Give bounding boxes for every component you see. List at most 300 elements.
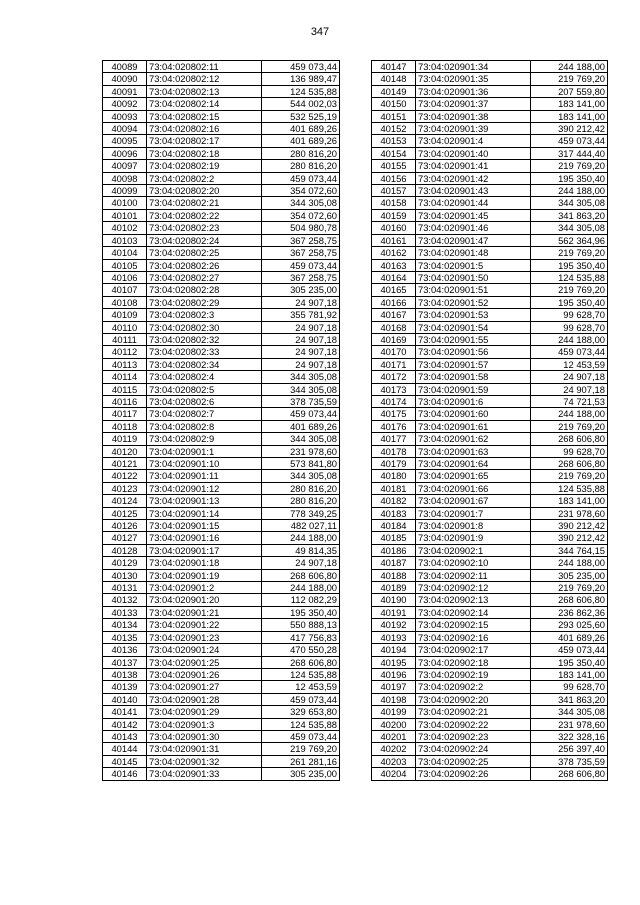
table-row bbox=[372, 197, 608, 209]
cadastral-number-cell: 73:04:020901:53 bbox=[416, 309, 531, 321]
table-row bbox=[372, 85, 608, 97]
table-row bbox=[103, 594, 340, 606]
table-row bbox=[372, 160, 608, 172]
cadastral-value-cell: 344 305,08 bbox=[262, 433, 340, 445]
row-number-cell: 40121 bbox=[103, 458, 147, 470]
cadastral-value-cell: 367 258,75 bbox=[262, 247, 340, 259]
cadastral-value-cell: 24 907,18 bbox=[262, 321, 340, 333]
cadastral-number-cell: 73:04:020901:45 bbox=[416, 209, 531, 221]
row-number-cell: 40144 bbox=[103, 743, 147, 755]
cadastral-number-cell: 73:04:020901:1 bbox=[147, 445, 262, 457]
cadastral-number-cell: 73:04:020901:38 bbox=[416, 110, 531, 122]
row-number-cell: 40165 bbox=[372, 284, 416, 296]
row-number-cell: 40145 bbox=[103, 755, 147, 767]
cadastral-number-cell: 73:04:020902:17 bbox=[416, 644, 531, 656]
table-row bbox=[103, 61, 340, 73]
table-row bbox=[103, 507, 340, 519]
table-row bbox=[103, 681, 340, 693]
table-row bbox=[103, 606, 340, 618]
cadastral-number-cell: 73:04:020802:23 bbox=[147, 222, 262, 234]
cadastral-value-cell: 261 281,16 bbox=[262, 755, 340, 767]
table-row bbox=[372, 693, 608, 705]
cadastral-number-cell: 73:04:020901:43 bbox=[416, 185, 531, 197]
table-row bbox=[103, 631, 340, 643]
table-row bbox=[372, 383, 608, 395]
cadastral-value-cell: 344 305,08 bbox=[531, 197, 608, 209]
table-row bbox=[372, 284, 608, 296]
cadastral-number-cell: 73:04:020901:18 bbox=[147, 557, 262, 569]
cadastral-value-cell: 219 769,20 bbox=[531, 247, 608, 259]
cadastral-value-cell: 344 305,08 bbox=[262, 383, 340, 395]
cadastral-number-cell: 73:04:020902:25 bbox=[416, 755, 531, 767]
row-number-cell: 40190 bbox=[372, 594, 416, 606]
row-number-cell: 40192 bbox=[372, 619, 416, 631]
row-number-cell: 40195 bbox=[372, 656, 416, 668]
cadastral-value-cell: 124 535,88 bbox=[531, 271, 608, 283]
table-row bbox=[103, 520, 340, 532]
cadastral-value-cell: 280 816,20 bbox=[262, 160, 340, 172]
cadastral-value-cell: 124 535,88 bbox=[262, 668, 340, 680]
table-row bbox=[103, 309, 340, 321]
cadastral-value-cell: 268 606,80 bbox=[531, 768, 608, 780]
cadastral-value-cell: 24 907,18 bbox=[262, 346, 340, 358]
row-number-cell: 40164 bbox=[372, 271, 416, 283]
row-number-cell: 40198 bbox=[372, 693, 416, 705]
table-row bbox=[372, 408, 608, 420]
row-number-cell: 40197 bbox=[372, 681, 416, 693]
cadastral-value-cell: 244 188,00 bbox=[531, 333, 608, 345]
row-number-cell: 40111 bbox=[103, 333, 147, 345]
cadastral-value-cell: 459 073,44 bbox=[262, 730, 340, 742]
row-number-cell: 40159 bbox=[372, 209, 416, 221]
row-number-cell: 40146 bbox=[103, 768, 147, 780]
cadastral-value-cell: 124 535,88 bbox=[262, 718, 340, 730]
table-row bbox=[372, 458, 608, 470]
row-number-cell: 40093 bbox=[103, 110, 147, 122]
row-number-cell: 40089 bbox=[103, 61, 147, 73]
cadastral-value-cell: 390 212,42 bbox=[531, 123, 608, 135]
row-number-cell: 40136 bbox=[103, 644, 147, 656]
row-number-cell: 40167 bbox=[372, 309, 416, 321]
cadastral-number-cell: 73:04:020902:18 bbox=[416, 656, 531, 668]
row-number-cell: 40194 bbox=[372, 644, 416, 656]
table-row bbox=[103, 532, 340, 544]
cadastral-number-cell: 73:04:020901:67 bbox=[416, 495, 531, 507]
cadastral-value-cell: 459 073,44 bbox=[262, 61, 340, 73]
cadastral-number-cell: 73:04:020901:50 bbox=[416, 271, 531, 283]
row-number-cell: 40152 bbox=[372, 123, 416, 135]
row-number-cell: 40094 bbox=[103, 123, 147, 135]
table-row bbox=[103, 755, 340, 767]
cadastral-value-cell: 49 814,35 bbox=[262, 544, 340, 556]
table-row bbox=[103, 123, 340, 135]
cadastral-value-cell: 344 305,08 bbox=[262, 197, 340, 209]
cadastral-number-cell: 73:04:020901:35 bbox=[416, 73, 531, 85]
table-row bbox=[372, 433, 608, 445]
table-row bbox=[103, 557, 340, 569]
table-row bbox=[103, 482, 340, 494]
cadastral-number-cell: 73:04:020902:2 bbox=[416, 681, 531, 693]
cadastral-value-cell: 195 350,40 bbox=[531, 259, 608, 271]
table-row bbox=[103, 619, 340, 631]
cadastral-number-cell: 73:04:020802:29 bbox=[147, 296, 262, 308]
cadastral-number-cell: 73:04:020802:4 bbox=[147, 371, 262, 383]
cadastral-value-cell: 544 002,03 bbox=[262, 98, 340, 110]
cadastral-value-cell: 305 235,00 bbox=[262, 768, 340, 780]
cadastral-value-cell: 280 816,20 bbox=[262, 147, 340, 159]
row-number-cell: 40175 bbox=[372, 408, 416, 420]
row-number-cell: 40179 bbox=[372, 458, 416, 470]
cadastral-number-cell: 73:04:020901:39 bbox=[416, 123, 531, 135]
cadastral-value-cell: 244 188,00 bbox=[531, 408, 608, 420]
table-row bbox=[372, 110, 608, 122]
cadastral-number-cell: 73:04:020901:61 bbox=[416, 420, 531, 432]
table-row bbox=[103, 185, 340, 197]
row-number-cell: 40200 bbox=[372, 718, 416, 730]
table-row bbox=[372, 743, 608, 755]
cadastral-number-cell: 73:04:020901:9 bbox=[416, 532, 531, 544]
cadastral-value-cell: 183 141,00 bbox=[531, 110, 608, 122]
row-number-cell: 40109 bbox=[103, 309, 147, 321]
cadastral-number-cell: 73:04:020902:23 bbox=[416, 730, 531, 742]
cadastral-value-cell: 256 397,40 bbox=[531, 743, 608, 755]
cadastral-number-cell: 73:04:020802:25 bbox=[147, 247, 262, 259]
row-number-cell: 40154 bbox=[372, 147, 416, 159]
row-number-cell: 40133 bbox=[103, 606, 147, 618]
cadastral-number-cell: 73:04:020901:26 bbox=[147, 668, 262, 680]
cadastral-value-cell: 341 863,20 bbox=[531, 693, 608, 705]
cadastral-value-cell: 355 781,92 bbox=[262, 309, 340, 321]
cadastral-number-cell: 73:04:020901:63 bbox=[416, 445, 531, 457]
cadastral-number-cell: 73:04:020802:20 bbox=[147, 185, 262, 197]
table-row bbox=[103, 160, 340, 172]
row-number-cell: 40184 bbox=[372, 520, 416, 532]
row-number-cell: 40124 bbox=[103, 495, 147, 507]
row-number-cell: 40178 bbox=[372, 445, 416, 457]
cadastral-number-cell: 73:04:020902:1 bbox=[416, 544, 531, 556]
row-number-cell: 40137 bbox=[103, 656, 147, 668]
cadastral-value-cell: 231 978,60 bbox=[262, 445, 340, 457]
cadastral-number-cell: 73:04:020901:28 bbox=[147, 693, 262, 705]
cadastral-value-cell: 124 535,88 bbox=[262, 85, 340, 97]
table-row bbox=[103, 321, 340, 333]
table-row bbox=[103, 333, 340, 345]
table-row bbox=[372, 395, 608, 407]
cadastral-number-cell: 73:04:020901:60 bbox=[416, 408, 531, 420]
cadastral-value-cell: 112 082,29 bbox=[262, 594, 340, 606]
cadastral-value-cell: 244 188,00 bbox=[531, 557, 608, 569]
cadastral-number-cell: 73:04:020902:19 bbox=[416, 668, 531, 680]
table-row bbox=[372, 371, 608, 383]
cadastral-number-cell: 73:04:020901:17 bbox=[147, 544, 262, 556]
cadastral-number-cell: 73:04:020802:11 bbox=[147, 61, 262, 73]
cadastral-number-cell: 73:04:020901:4 bbox=[416, 135, 531, 147]
cadastral-value-cell: 24 907,18 bbox=[262, 358, 340, 370]
row-number-cell: 40155 bbox=[372, 160, 416, 172]
row-number-cell: 40203 bbox=[372, 755, 416, 767]
row-number-cell: 40153 bbox=[372, 135, 416, 147]
cadastral-number-cell: 73:04:020802:17 bbox=[147, 135, 262, 147]
cadastral-number-cell: 73:04:020902:21 bbox=[416, 706, 531, 718]
row-number-cell: 40128 bbox=[103, 544, 147, 556]
cadastral-number-cell: 73:04:020901:5 bbox=[416, 259, 531, 271]
cadastral-value-cell: 244 188,00 bbox=[531, 185, 608, 197]
cadastral-number-cell: 73:04:020901:64 bbox=[416, 458, 531, 470]
table-row bbox=[372, 495, 608, 507]
row-number-cell: 40158 bbox=[372, 197, 416, 209]
cadastral-number-cell: 73:04:020901:65 bbox=[416, 470, 531, 482]
cadastral-value-cell: 317 444,40 bbox=[531, 147, 608, 159]
table-row bbox=[103, 668, 340, 680]
table-row bbox=[103, 284, 340, 296]
cadastral-value-cell: 219 769,20 bbox=[531, 582, 608, 594]
cadastral-number-cell: 73:04:020802:32 bbox=[147, 333, 262, 345]
cadastral-value-cell: 231 978,60 bbox=[531, 507, 608, 519]
table-row bbox=[103, 371, 340, 383]
table-row bbox=[103, 718, 340, 730]
cadastral-value-cell: 231 978,60 bbox=[531, 718, 608, 730]
row-number-cell: 40138 bbox=[103, 668, 147, 680]
row-number-cell: 40186 bbox=[372, 544, 416, 556]
row-number-cell: 40142 bbox=[103, 718, 147, 730]
row-number-cell: 40127 bbox=[103, 532, 147, 544]
row-number-cell: 40183 bbox=[372, 507, 416, 519]
row-number-cell: 40125 bbox=[103, 507, 147, 519]
table-row bbox=[103, 656, 340, 668]
cadastral-number-cell: 73:04:020901:32 bbox=[147, 755, 262, 767]
table-row bbox=[372, 420, 608, 432]
table-row bbox=[372, 209, 608, 221]
table-row bbox=[103, 395, 340, 407]
row-number-cell: 40188 bbox=[372, 569, 416, 581]
table-row bbox=[372, 185, 608, 197]
table-row bbox=[372, 706, 608, 718]
cadastral-number-cell: 73:04:020902:15 bbox=[416, 619, 531, 631]
row-number-cell: 40181 bbox=[372, 482, 416, 494]
cadastral-number-cell: 73:04:020802:13 bbox=[147, 85, 262, 97]
row-number-cell: 40173 bbox=[372, 383, 416, 395]
cadastral-value-cell: 562 364,96 bbox=[531, 234, 608, 246]
cadastral-number-cell: 73:04:020902:24 bbox=[416, 743, 531, 755]
page-number: 347 bbox=[310, 26, 330, 38]
cadastral-value-cell: 74 721,53 bbox=[531, 395, 608, 407]
cadastral-value-cell: 183 141,00 bbox=[531, 668, 608, 680]
cadastral-value-cell: 470 550,28 bbox=[262, 644, 340, 656]
cadastral-value-cell: 344 305,08 bbox=[262, 371, 340, 383]
cadastral-value-cell: 24 907,18 bbox=[262, 296, 340, 308]
row-number-cell: 40097 bbox=[103, 160, 147, 172]
cadastral-number-cell: 73:04:020901:23 bbox=[147, 631, 262, 643]
table-row bbox=[372, 582, 608, 594]
table-row bbox=[372, 73, 608, 85]
cadastral-number-cell: 73:04:020902:13 bbox=[416, 594, 531, 606]
cadastral-value-cell: 24 907,18 bbox=[531, 371, 608, 383]
table-row bbox=[103, 358, 340, 370]
cadastral-number-cell: 73:04:020901:36 bbox=[416, 85, 531, 97]
cadastral-number-cell: 73:04:020901:12 bbox=[147, 482, 262, 494]
cadastral-value-cell: 195 350,40 bbox=[531, 172, 608, 184]
cadastral-number-cell: 73:04:020901:66 bbox=[416, 482, 531, 494]
cadastral-value-cell: 136 989,47 bbox=[262, 73, 340, 85]
row-number-cell: 40189 bbox=[372, 582, 416, 594]
table-row bbox=[372, 544, 608, 556]
table-row bbox=[372, 321, 608, 333]
row-number-cell: 40191 bbox=[372, 606, 416, 618]
table-row bbox=[103, 197, 340, 209]
row-number-cell: 40139 bbox=[103, 681, 147, 693]
table-row bbox=[372, 123, 608, 135]
table-row bbox=[103, 172, 340, 184]
table-row bbox=[103, 408, 340, 420]
table-row bbox=[103, 544, 340, 556]
cadastral-value-cell: 401 689,26 bbox=[531, 631, 608, 643]
row-number-cell: 40174 bbox=[372, 395, 416, 407]
cadastral-number-cell: 73:04:020901:13 bbox=[147, 495, 262, 507]
row-number-cell: 40117 bbox=[103, 408, 147, 420]
row-number-cell: 40149 bbox=[372, 85, 416, 97]
row-number-cell: 40131 bbox=[103, 582, 147, 594]
row-number-cell: 40120 bbox=[103, 445, 147, 457]
cadastral-value-cell: 344 305,08 bbox=[262, 470, 340, 482]
table-row bbox=[372, 668, 608, 680]
cadastral-value-table-right bbox=[371, 60, 608, 781]
cadastral-value-cell: 280 816,20 bbox=[262, 482, 340, 494]
cadastral-value-cell: 293 025,60 bbox=[531, 619, 608, 631]
cadastral-number-cell: 73:04:020901:16 bbox=[147, 532, 262, 544]
cadastral-value-cell: 24 907,18 bbox=[262, 333, 340, 345]
row-number-cell: 40102 bbox=[103, 222, 147, 234]
cadastral-number-cell: 73:04:020901:31 bbox=[147, 743, 262, 755]
table-row bbox=[103, 383, 340, 395]
table-row bbox=[372, 730, 608, 742]
table-row bbox=[103, 470, 340, 482]
row-number-cell: 40187 bbox=[372, 557, 416, 569]
row-number-cell: 40113 bbox=[103, 358, 147, 370]
table-row bbox=[372, 768, 608, 780]
table-row bbox=[103, 458, 340, 470]
cadastral-number-cell: 73:04:020802:33 bbox=[147, 346, 262, 358]
table-row bbox=[103, 85, 340, 97]
row-number-cell: 40151 bbox=[372, 110, 416, 122]
cadastral-value-cell: 417 756,83 bbox=[262, 631, 340, 643]
table-row bbox=[372, 445, 608, 457]
row-number-cell: 40160 bbox=[372, 222, 416, 234]
row-number-cell: 40169 bbox=[372, 333, 416, 345]
cadastral-number-cell: 73:04:020802:12 bbox=[147, 73, 262, 85]
table-row bbox=[372, 309, 608, 321]
cadastral-number-cell: 73:04:020901:48 bbox=[416, 247, 531, 259]
cadastral-number-cell: 73:04:020901:22 bbox=[147, 619, 262, 631]
table-row bbox=[103, 147, 340, 159]
row-number-cell: 40105 bbox=[103, 259, 147, 271]
cadastral-number-cell: 73:04:020901:52 bbox=[416, 296, 531, 308]
cadastral-value-cell: 459 073,44 bbox=[531, 644, 608, 656]
cadastral-value-cell: 183 141,00 bbox=[531, 495, 608, 507]
cadastral-value-cell: 195 350,40 bbox=[262, 606, 340, 618]
cadastral-number-cell: 73:04:020901:44 bbox=[416, 197, 531, 209]
row-number-cell: 40202 bbox=[372, 743, 416, 755]
cadastral-value-cell: 24 907,18 bbox=[531, 383, 608, 395]
row-number-cell: 40122 bbox=[103, 470, 147, 482]
table-row bbox=[103, 110, 340, 122]
row-number-cell: 40185 bbox=[372, 532, 416, 544]
cadastral-value-cell: 329 653,80 bbox=[262, 706, 340, 718]
row-number-cell: 40132 bbox=[103, 594, 147, 606]
row-number-cell: 40108 bbox=[103, 296, 147, 308]
cadastral-number-cell: 73:04:020901:24 bbox=[147, 644, 262, 656]
cadastral-number-cell: 73:04:020901:8 bbox=[416, 520, 531, 532]
cadastral-number-cell: 73:04:020802:5 bbox=[147, 383, 262, 395]
cadastral-value-cell: 459 073,44 bbox=[262, 408, 340, 420]
cadastral-number-cell: 73:04:020901:14 bbox=[147, 507, 262, 519]
cadastral-number-cell: 73:04:020802:19 bbox=[147, 160, 262, 172]
cadastral-value-cell: 183 141,00 bbox=[531, 98, 608, 110]
table-row bbox=[103, 420, 340, 432]
cadastral-value-cell: 390 212,42 bbox=[531, 520, 608, 532]
table-row bbox=[372, 470, 608, 482]
row-number-cell: 40104 bbox=[103, 247, 147, 259]
cadastral-number-cell: 73:04:020802:28 bbox=[147, 284, 262, 296]
row-number-cell: 40168 bbox=[372, 321, 416, 333]
table-row bbox=[103, 582, 340, 594]
cadastral-value-cell: 322 328,16 bbox=[531, 730, 608, 742]
cadastral-number-cell: 73:04:020802:2 bbox=[147, 172, 262, 184]
table-row bbox=[103, 433, 340, 445]
row-number-cell: 40140 bbox=[103, 693, 147, 705]
table-row bbox=[372, 681, 608, 693]
cadastral-number-cell: 73:04:020901:59 bbox=[416, 383, 531, 395]
cadastral-value-table-left bbox=[102, 60, 340, 781]
cadastral-number-cell: 73:04:020802:16 bbox=[147, 123, 262, 135]
row-number-cell: 40098 bbox=[103, 172, 147, 184]
cadastral-value-cell: 236 862,36 bbox=[531, 606, 608, 618]
row-number-cell: 40100 bbox=[103, 197, 147, 209]
cadastral-value-cell: 195 350,40 bbox=[531, 296, 608, 308]
cadastral-number-cell: 73:04:020901:34 bbox=[416, 61, 531, 73]
cadastral-value-cell: 305 235,00 bbox=[531, 569, 608, 581]
cadastral-number-cell: 73:04:020901:19 bbox=[147, 569, 262, 581]
table-row bbox=[103, 73, 340, 85]
row-number-cell: 40141 bbox=[103, 706, 147, 718]
cadastral-value-cell: 401 689,26 bbox=[262, 135, 340, 147]
cadastral-number-cell: 73:04:020901:55 bbox=[416, 333, 531, 345]
row-number-cell: 40126 bbox=[103, 520, 147, 532]
cadastral-value-cell: 482 027,11 bbox=[262, 520, 340, 532]
cadastral-number-cell: 73:04:020901:42 bbox=[416, 172, 531, 184]
cadastral-number-cell: 73:04:020802:18 bbox=[147, 147, 262, 159]
row-number-cell: 40134 bbox=[103, 619, 147, 631]
table-row bbox=[372, 718, 608, 730]
cadastral-number-cell: 73:04:020802:21 bbox=[147, 197, 262, 209]
row-number-cell: 40092 bbox=[103, 98, 147, 110]
row-number-cell: 40114 bbox=[103, 371, 147, 383]
cadastral-value-cell: 207 559,80 bbox=[531, 85, 608, 97]
cadastral-value-cell: 99 628,70 bbox=[531, 681, 608, 693]
cadastral-number-cell: 73:04:020802:14 bbox=[147, 98, 262, 110]
cadastral-number-cell: 73:04:020901:51 bbox=[416, 284, 531, 296]
cadastral-value-cell: 99 628,70 bbox=[531, 321, 608, 333]
cadastral-value-cell: 219 769,20 bbox=[531, 420, 608, 432]
row-number-cell: 40166 bbox=[372, 296, 416, 308]
table-row bbox=[372, 259, 608, 271]
cadastral-value-cell: 550 888,13 bbox=[262, 619, 340, 631]
cadastral-value-cell: 344 305,08 bbox=[531, 222, 608, 234]
cadastral-number-cell: 73:04:020902:26 bbox=[416, 768, 531, 780]
cadastral-value-cell: 12 453,59 bbox=[262, 681, 340, 693]
table-row bbox=[103, 259, 340, 271]
row-number-cell: 40176 bbox=[372, 420, 416, 432]
table-row bbox=[103, 743, 340, 755]
